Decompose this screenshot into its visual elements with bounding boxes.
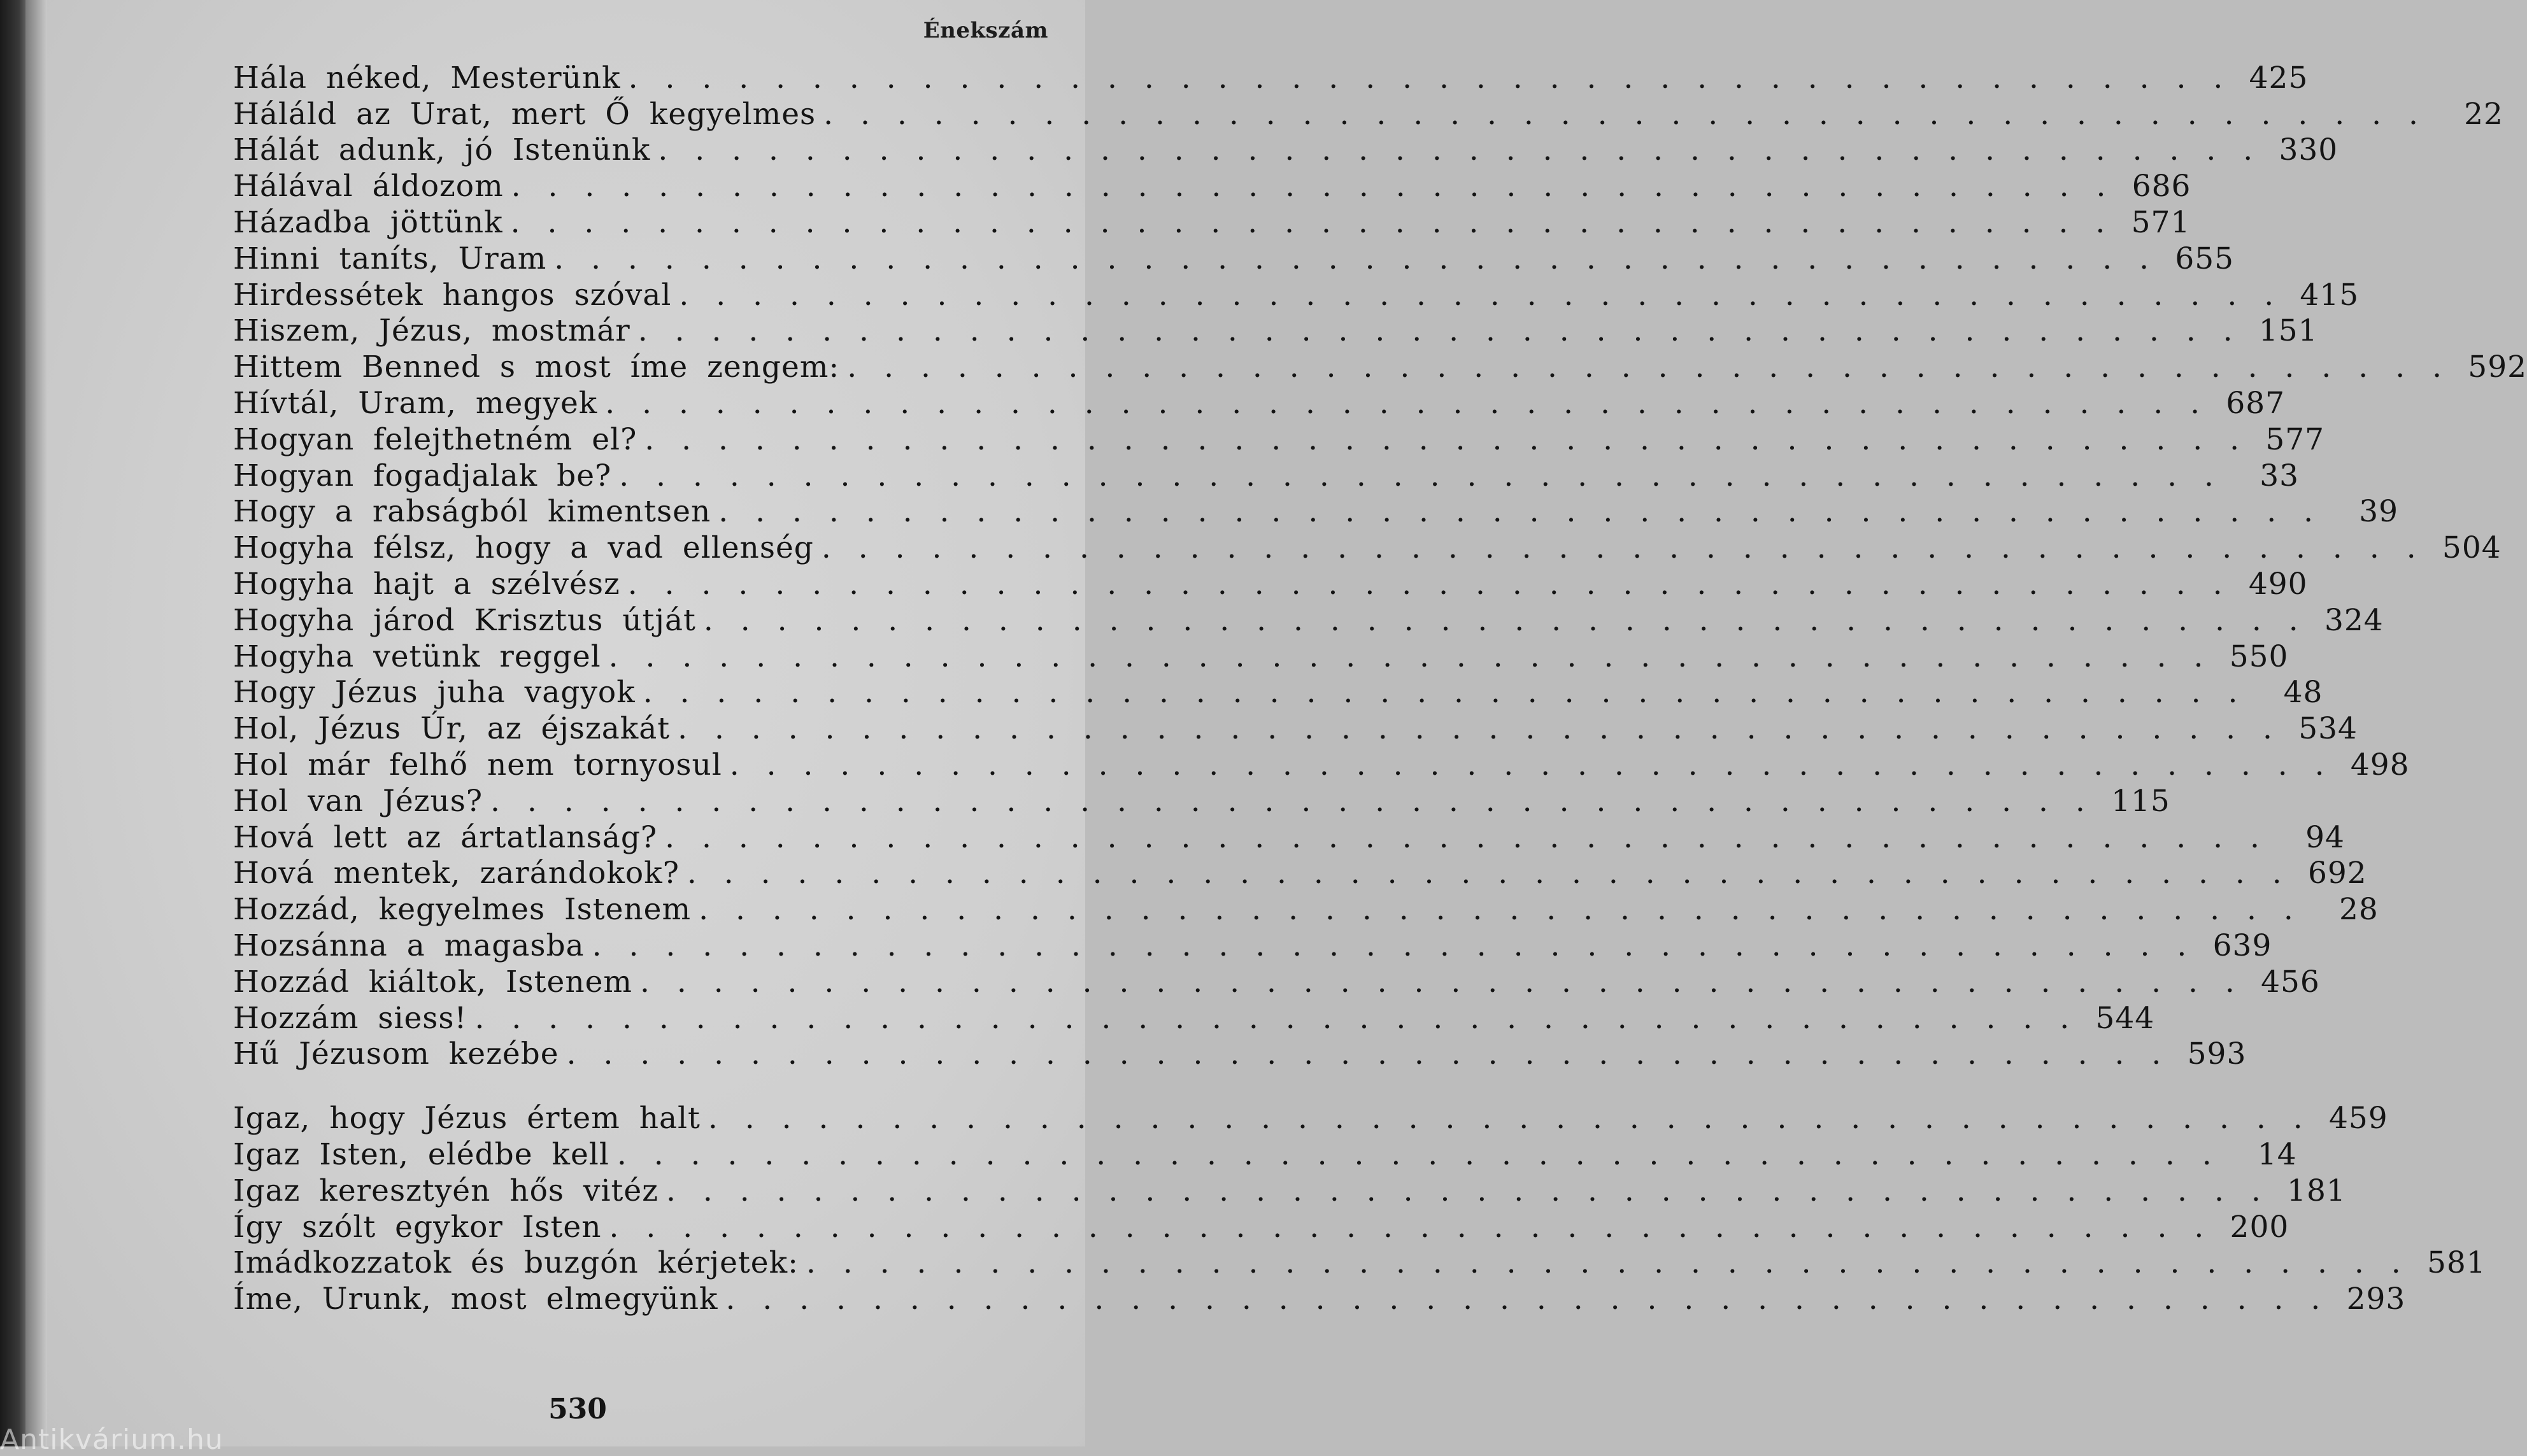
entry-song-number: 28 xyxy=(2339,892,2379,928)
index-entry xyxy=(233,1173,2346,1209)
entry-song-number: 33 xyxy=(2260,458,2299,493)
leader-dots xyxy=(511,205,2127,240)
index-entry xyxy=(233,639,2289,675)
entry-song-number: 293 xyxy=(2346,1282,2406,1317)
leader-dots xyxy=(617,1137,2233,1172)
entry-title: Hiszem, Jézus, mostmár xyxy=(233,313,630,349)
entry-song-number: 425 xyxy=(2249,60,2309,95)
index-entry xyxy=(233,1245,2486,1282)
entry-title: Hogy Jézus juha vagyok xyxy=(233,675,636,710)
entry-title: Hinni taníts, Uram xyxy=(233,241,547,276)
index-entry xyxy=(233,1209,2289,1245)
entry-title: Háláld az Urat, mert Ő kegyelmes xyxy=(233,96,816,132)
entry-song-number: 639 xyxy=(2212,928,2272,964)
leader-dots xyxy=(511,169,2128,204)
page-number: 530 xyxy=(548,1393,607,1425)
entry-title: Hogyha hajt a szélvész xyxy=(233,567,620,602)
leader-dots xyxy=(628,567,2244,602)
entry-title: Imádkozzatok és buzgón kérjetek: xyxy=(233,1245,799,1281)
entry-song-number: 577 xyxy=(2265,421,2325,457)
entry-song-number: 456 xyxy=(2261,964,2320,1000)
entry-song-number: 498 xyxy=(2350,747,2410,783)
entry-title: Hála néked, Mesterünk xyxy=(233,60,621,95)
index-entry xyxy=(233,241,2235,277)
leader-dots xyxy=(629,60,2245,95)
page-gutter xyxy=(25,0,47,1446)
entry-title: Hálával áldozom xyxy=(233,169,504,204)
entry-song-number: 151 xyxy=(2258,313,2318,349)
leader-dots xyxy=(658,132,2274,167)
entry-title: Hirdessétek hangos szóval xyxy=(233,277,672,313)
entry-title: Hozsánna a magasba xyxy=(233,928,585,964)
entry-title: Hogyha félsz, hogy a vad ellenség xyxy=(233,530,814,566)
index-entry xyxy=(233,96,2503,132)
entry-title: Igaz, hogy Jézus értem halt xyxy=(233,1101,701,1136)
entry-song-number: 490 xyxy=(2248,567,2308,602)
entry-title: Hű Jézusom kezébe xyxy=(233,1036,559,1072)
index-entry xyxy=(233,421,2325,458)
entry-song-number: 692 xyxy=(2307,856,2367,891)
leader-dots xyxy=(474,1001,2091,1036)
entry-song-number: 534 xyxy=(2298,711,2358,747)
entry-title: Hittem Benned s most íme zengem: xyxy=(233,350,840,385)
leader-dots xyxy=(644,422,2261,457)
leader-dots xyxy=(643,675,2260,710)
entry-title: Hol már felhő nem tornyosul xyxy=(233,747,722,783)
leader-dots xyxy=(726,1282,2342,1317)
entry-song-number: 181 xyxy=(2287,1173,2346,1208)
index-entry xyxy=(233,458,2299,494)
leader-dots xyxy=(666,1173,2282,1208)
entry-song-number: 39 xyxy=(2359,494,2399,530)
entry-title: Hogyha járod Krisztus útját xyxy=(233,602,696,638)
entry-title: Hozzád kiáltok, Istenem xyxy=(233,964,633,1000)
book-page xyxy=(47,0,2527,1446)
index-entry xyxy=(233,783,2170,819)
entry-song-number: 200 xyxy=(2230,1209,2289,1245)
leader-dots xyxy=(687,856,2303,891)
entry-title: Hogyan fogadjalak be? xyxy=(233,458,612,493)
column-header-song-number: Énekszám xyxy=(923,18,1048,43)
entry-song-number: 504 xyxy=(2442,530,2502,566)
leader-dots xyxy=(718,494,2335,529)
leader-dots xyxy=(806,1245,2423,1280)
entry-song-number: 48 xyxy=(2283,675,2323,710)
entry-title: Így szólt egykor Isten xyxy=(233,1209,602,1245)
leader-dots xyxy=(490,784,2107,819)
index-entry xyxy=(233,964,2320,1000)
leader-dots xyxy=(640,965,2256,1000)
entry-title: Hol van Jézus? xyxy=(233,783,483,819)
entry-title: Hívtál, Uram, megyek xyxy=(233,386,598,421)
entry-song-number: 22 xyxy=(2464,96,2503,132)
entry-song-number: 571 xyxy=(2131,205,2191,241)
index-entry xyxy=(233,385,2286,421)
entry-title: Igaz keresztyén hős vitéz xyxy=(233,1173,658,1208)
index-entry xyxy=(233,132,2338,169)
leader-dots xyxy=(704,603,2320,638)
book-binding-shadow xyxy=(0,0,25,1446)
song-index-list xyxy=(233,60,2527,1317)
leader-dots xyxy=(679,278,2295,313)
index-entry xyxy=(233,168,2191,204)
index-entry xyxy=(233,602,2384,639)
index-entry xyxy=(233,1281,2406,1317)
entry-song-number: 459 xyxy=(2328,1101,2388,1136)
entry-title: Hová lett az ártatlanság? xyxy=(233,819,658,855)
leader-dots xyxy=(678,711,2294,746)
entry-title: Házadba jöttünk xyxy=(233,205,503,241)
entry-title: Hogy a rabságból kimentsen xyxy=(233,494,711,530)
entry-title: Íme, Urunk, most elmegyünk xyxy=(233,1282,718,1317)
index-entry xyxy=(233,277,2360,313)
leader-dots xyxy=(708,1101,2324,1136)
index-entry xyxy=(233,530,2502,566)
entry-song-number: 655 xyxy=(2175,241,2235,276)
index-entry xyxy=(233,856,2367,892)
entry-title: Hálát adunk, jó Istenünk xyxy=(233,132,651,168)
index-entry xyxy=(233,675,2323,711)
entry-title: Hogyha vetünk reggel xyxy=(233,639,601,674)
index-entry xyxy=(233,313,2318,350)
entry-title: Hogyan felejthetném el? xyxy=(233,421,637,457)
entry-song-number: 115 xyxy=(2111,783,2170,819)
leader-dots xyxy=(554,241,2170,276)
index-entry xyxy=(233,494,2399,530)
leader-dots xyxy=(665,820,2281,855)
entry-title: Hol, Jézus Úr, az éjszakát xyxy=(233,711,671,747)
leader-dots xyxy=(823,97,2440,132)
leader-dots xyxy=(592,928,2209,963)
entry-title: Igaz Isten, elédbe kell xyxy=(233,1137,609,1172)
entry-song-number: 14 xyxy=(2257,1137,2297,1172)
entry-song-number: 415 xyxy=(2300,277,2360,313)
entry-song-number: 324 xyxy=(2324,602,2384,638)
leader-dots xyxy=(699,892,2315,927)
index-entry xyxy=(233,204,2191,241)
leader-dots xyxy=(609,1210,2225,1245)
leader-dots xyxy=(619,458,2235,493)
entry-song-number: 581 xyxy=(2426,1245,2486,1281)
leader-dots xyxy=(822,530,2438,565)
index-entry xyxy=(233,1036,2247,1073)
entry-song-number: 686 xyxy=(2132,169,2191,204)
index-entry xyxy=(233,819,2345,856)
index-entry xyxy=(233,1100,2388,1136)
index-entry xyxy=(233,566,2308,602)
leader-dots xyxy=(730,747,2346,782)
entry-title: Hozzád, kegyelmes Istenem xyxy=(233,892,692,928)
index-entry xyxy=(233,1000,2155,1036)
index-entry xyxy=(233,928,2272,964)
entry-song-number: 94 xyxy=(2305,819,2345,855)
index-entry xyxy=(233,891,2379,928)
watermark: Antikvárium.hu xyxy=(0,1424,224,1456)
index-entry xyxy=(233,710,2358,747)
entry-title: Hozzám siess! xyxy=(233,1000,467,1036)
leader-dots xyxy=(638,313,2254,348)
leader-dots xyxy=(567,1036,2183,1071)
entry-title: Hová mentek, zarándokok? xyxy=(233,856,680,891)
entry-song-number: 550 xyxy=(2229,639,2289,674)
entry-song-number: 593 xyxy=(2187,1036,2247,1072)
index-entry xyxy=(233,60,2309,96)
entry-song-number: 687 xyxy=(2226,386,2286,421)
leader-dots xyxy=(605,386,2221,421)
entry-song-number: 544 xyxy=(2095,1000,2155,1036)
leader-dots xyxy=(609,639,2225,674)
entry-song-number: 330 xyxy=(2279,132,2338,168)
index-entry xyxy=(233,1136,2297,1173)
leader-dots xyxy=(847,350,2463,385)
entry-song-number: 592 xyxy=(2468,350,2527,385)
index-entry xyxy=(233,747,2410,783)
index-entry xyxy=(233,349,2527,385)
